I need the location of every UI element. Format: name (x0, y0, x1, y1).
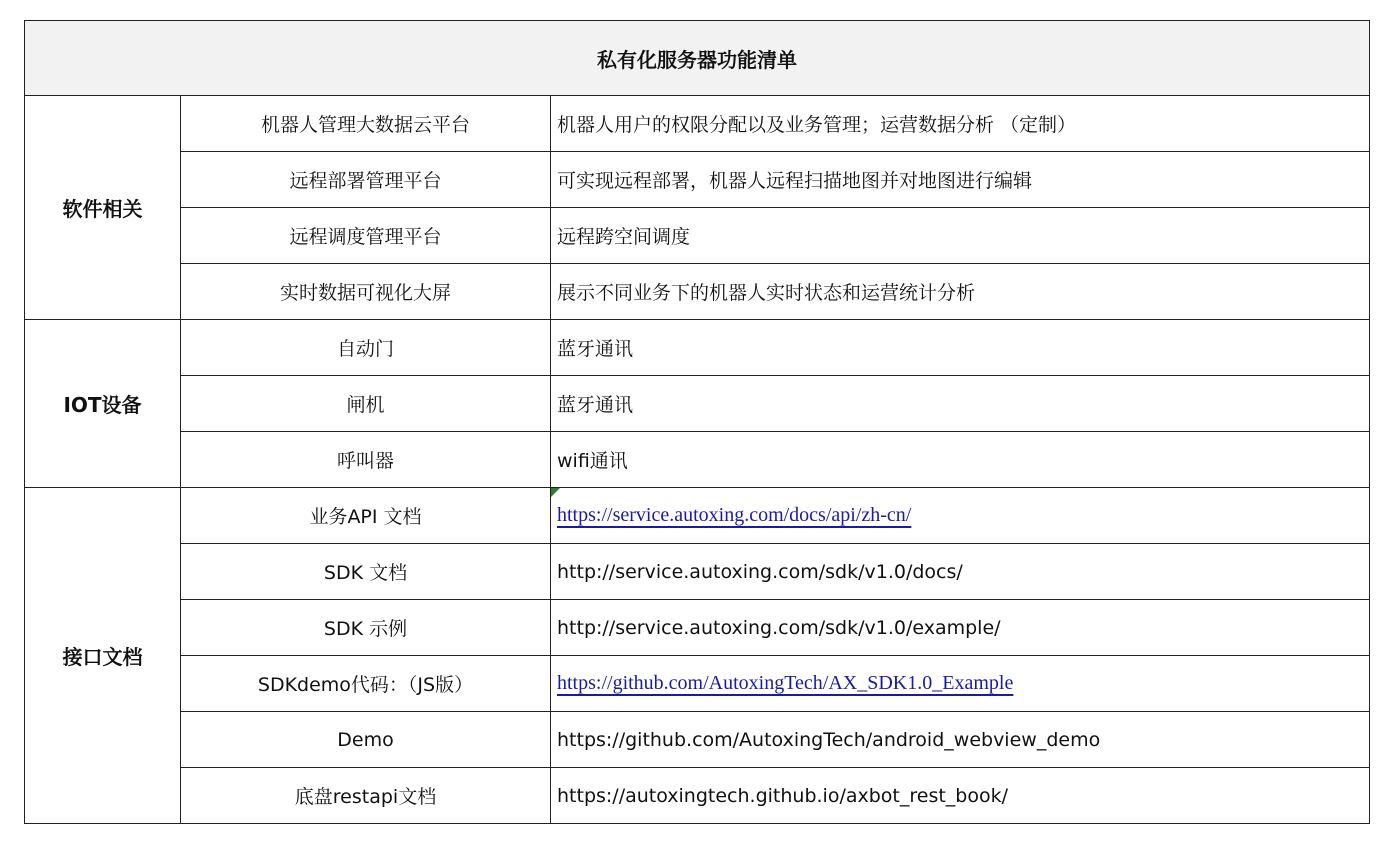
table-row (25, 712, 1370, 768)
feature-name: SDK 文档 (181, 544, 551, 600)
table-row (25, 768, 1370, 824)
feature-name: Demo (181, 712, 551, 768)
table-row (25, 656, 1370, 712)
feature-name: 呼叫器 (181, 432, 551, 488)
feature-desc: 机器人用户的权限分配以及业务管理；运营数据分析 （定制） (551, 96, 1370, 152)
category-iot: IOT设备 (25, 320, 181, 488)
sdk-demo-link[interactable]: https://github.com/AutoxingTech/AX_SDK1.0_Example (557, 672, 1014, 694)
feature-desc: 蓝牙通讯 (551, 320, 1370, 376)
table-row (25, 488, 1370, 544)
feature-desc: https://github.com/AutoxingTech/android_webview_demo (551, 712, 1370, 768)
table-row (25, 264, 1370, 320)
feature-desc: 远程跨空间调度 (551, 208, 1370, 264)
table-row (25, 208, 1370, 264)
feature-desc: http://service.autoxing.com/sdk/v1.0/example/ (551, 600, 1370, 656)
feature-desc: 蓝牙通讯 (551, 376, 1370, 432)
feature-table (24, 20, 1370, 824)
feature-desc-cell (551, 656, 1370, 712)
category-api-docs: 接口文档 (25, 488, 181, 824)
feature-desc: https://autoxingtech.github.io/axbot_rest_book/ (551, 768, 1370, 824)
feature-name: SDKdemo代码：（JS版） (181, 656, 551, 712)
feature-name: 闸机 (181, 376, 551, 432)
feature-desc: wifi通讯 (551, 432, 1370, 488)
table-title: 私有化服务器功能清单 (25, 21, 1370, 96)
feature-name: 业务API 文档 (181, 488, 551, 544)
category-software: 软件相关 (25, 96, 181, 320)
feature-name: 机器人管理大数据云平台 (181, 96, 551, 152)
feature-name: 实时数据可视化大屏 (181, 264, 551, 320)
feature-desc: 展示不同业务下的机器人实时状态和运营统计分析 (551, 264, 1370, 320)
table-row (25, 544, 1370, 600)
feature-name: 远程部署管理平台 (181, 152, 551, 208)
table-row (25, 432, 1370, 488)
table-row (25, 320, 1370, 376)
feature-list-sheet (24, 20, 1369, 824)
feature-desc: 可实现远程部署，机器人远程扫描地图并对地图进行编辑 (551, 152, 1370, 208)
table-row (25, 152, 1370, 208)
feature-desc-cell (551, 488, 1370, 544)
api-docs-link[interactable]: https://service.autoxing.com/docs/api/zh-cn/ (557, 504, 912, 526)
feature-name: 自动门 (181, 320, 551, 376)
table-title-row (25, 21, 1370, 96)
feature-name: SDK 示例 (181, 600, 551, 656)
table-row (25, 600, 1370, 656)
feature-name: 远程调度管理平台 (181, 208, 551, 264)
feature-name: 底盘restapi文档 (181, 768, 551, 824)
table-row (25, 96, 1370, 152)
comment-marker (551, 488, 560, 497)
feature-desc: http://service.autoxing.com/sdk/v1.0/docs/ (551, 544, 1370, 600)
table-row (25, 376, 1370, 432)
